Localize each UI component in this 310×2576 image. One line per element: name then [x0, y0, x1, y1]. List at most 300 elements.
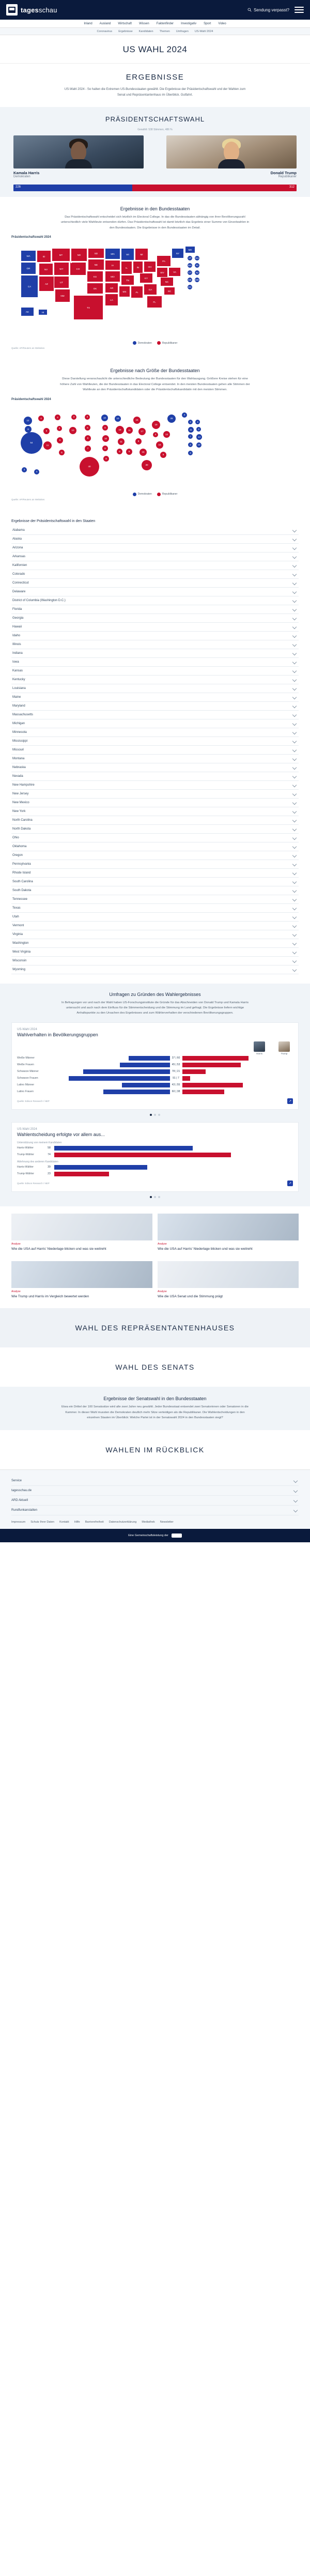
- state-accordion-label: New York: [12, 809, 26, 813]
- poll-bar-harris: [120, 1063, 170, 1067]
- state-accordion-label: Colorado: [12, 572, 25, 576]
- state-accordion-item[interactable]: [11, 649, 299, 658]
- poll2-row-label: Harris-Wähler: [17, 1166, 34, 1169]
- poll-bar-trump: [182, 1063, 241, 1067]
- state-accordion-item[interactable]: [11, 526, 299, 535]
- chevron-down-icon: [293, 1498, 298, 1502]
- state-accordion-label: Virginia: [12, 932, 23, 936]
- footer: [0, 1469, 310, 1529]
- state-accordion-item[interactable]: [11, 561, 299, 570]
- legend-label-dem: Demokraten: [137, 341, 152, 345]
- state-accordion-label: Vermont: [12, 924, 24, 927]
- footer-bottom: [0, 1529, 310, 1542]
- state-accordion-label: West Virginia: [12, 950, 31, 954]
- state-accordion-label: Illinois: [12, 642, 21, 646]
- carousel-dot-1[interactable]: [150, 1114, 152, 1116]
- footer-link[interactable]: Mediathek: [142, 1520, 155, 1524]
- state-accordion-item[interactable]: [11, 772, 299, 781]
- size-block-text: Diese Darstellung veranschaulicht die unterschiedliche Bedeutung der Bundesstaaten für den Wahlausgang. Größere Kreise stehen für eine höhere Zahl von Wahlleuten, die der Bundesstaaten in das Electoral College entsendet. In den meisten Bundesstaaten gehen alle Stimmen der Wahlleute an den Präsidentschaftskandidaten oder die Präsidentschaftskandidatin mit den meisten Stimmen.: [60, 377, 250, 392]
- state-accordion-item[interactable]: [11, 553, 299, 561]
- state-accordion-item[interactable]: [11, 869, 299, 878]
- poll2-bar: [54, 1165, 147, 1170]
- poll-row-label: Latino Frauen: [17, 1090, 34, 1094]
- state-accordion-item[interactable]: [11, 860, 299, 869]
- candidate-trump-name: Donald Trump: [270, 171, 297, 175]
- state-accordion-item[interactable]: [11, 746, 299, 755]
- chevron-down-icon: [292, 800, 297, 804]
- poll-row-label: Schwarze Frauen: [17, 1077, 38, 1080]
- poll-card1-trump: [278, 1041, 290, 1055]
- state-accordion-item[interactable]: [11, 728, 299, 737]
- chevron-down-icon: [292, 624, 297, 628]
- state-accordion-item[interactable]: [11, 807, 299, 816]
- state-accordion-item[interactable]: [11, 588, 299, 596]
- poll-card2-group1-label: Unterstützung von meinem Kandidaten: [17, 1141, 62, 1144]
- state-accordion-label: Alabama: [12, 528, 25, 532]
- carousel2-dot-3[interactable]: [158, 1196, 160, 1198]
- state-accordion-item[interactable]: [11, 623, 299, 632]
- chevron-down-icon: [292, 818, 297, 822]
- chevron-down-icon: [292, 536, 297, 541]
- chevron-down-icon: [292, 607, 297, 611]
- poll-card1-harris-name: Harris: [256, 1052, 262, 1055]
- nav-item-wissen[interactable]: Wissen: [139, 22, 149, 25]
- footer-row-rundfunk[interactable]: [11, 1506, 299, 1515]
- poll-bar-trump: [182, 1090, 225, 1094]
- chevron-down-icon: [292, 668, 297, 672]
- state-accordion-label: Nebraska: [12, 765, 26, 769]
- bubble-map-caption: Präsidentschaftswahl 2024: [11, 397, 51, 401]
- state-accordion-label: Iowa: [12, 660, 19, 664]
- bubble-map-source: Quelle: AP/Reuters an Websites: [11, 498, 45, 501]
- state-accordion-label: Massachusetts: [12, 713, 34, 716]
- carousel-dots-2[interactable]: [11, 1196, 299, 1198]
- chevron-down-icon: [292, 783, 297, 787]
- chevron-down-icon: [292, 545, 297, 549]
- state-accordion-label: Connecticut: [12, 581, 29, 585]
- poll-row-values: 60 | 38: [172, 1090, 180, 1094]
- candidate-trump-party: Republikaner: [278, 175, 297, 178]
- state-accordion-item[interactable]: [11, 693, 299, 702]
- poll2-bar: [54, 1146, 193, 1151]
- chevron-down-icon: [292, 633, 297, 637]
- top-bar: [0, 0, 310, 20]
- chevron-down-icon: [292, 853, 297, 857]
- carousel-dots[interactable]: [11, 1114, 299, 1116]
- carousel-dot-2[interactable]: [154, 1114, 156, 1116]
- state-accordion-label: Ohio: [12, 836, 19, 839]
- state-accordion-label: Montana: [12, 757, 25, 760]
- chevron-down-icon: [292, 686, 297, 690]
- footer-link[interactable]: Datenschutzerklärung: [109, 1520, 137, 1524]
- carousel2-dot-1[interactable]: [150, 1196, 152, 1198]
- chevron-down-icon: [292, 844, 297, 848]
- state-accordion-item[interactable]: [11, 632, 299, 640]
- senate-states-text: Etwa ein Drittel der 100 Senatssitze wird alle zwei Jahre neu gewählt. Jeder Bundesstaat entsendet zwei Senatorinnen oder Senatoren in die Kammer. In dieser Wahl mussten die Demokraten deutlich mehr Sitze verteidigen als die Republikaner. Die Wahlentscheidungen in den einzelnen Staaten im Überblick: Welche Partei ist in der Senatswahl 2024 in den Bundesstaaten siegt?: [61, 1405, 249, 1420]
- chevron-down-icon: [292, 958, 297, 962]
- poll-card2-title: Wahlentscheidung erfolgte vor allem aus...: [17, 1131, 105, 1137]
- state-accordion-item[interactable]: [11, 737, 299, 746]
- chevron-down-icon: [292, 642, 297, 646]
- electoral-block: [0, 197, 310, 359]
- footer-link[interactable]: Schutz Ihrer Daten: [30, 1520, 55, 1524]
- us-electoral-map[interactable]: WA OR CA ID NV AZ MT WY UT NM CO ND SD NE KS OK TX MN IA MO AR LA WI IL IN TN MS AL MI OH KY GA FL PA WV VA NC SC NY ME VT NH MA RI CT NJ DE MD DC AK HI: [11, 241, 299, 339]
- state-accordion-item[interactable]: [11, 930, 299, 939]
- poll-row-values: 91 | 7: [173, 1077, 179, 1080]
- state-accordion-item[interactable]: [11, 922, 299, 930]
- chevron-down-icon: [292, 949, 297, 954]
- results-heading: ERGEBNISSE: [126, 73, 184, 82]
- tagesschau-mark-icon: [6, 4, 18, 16]
- brand-logo[interactable]: [6, 4, 57, 16]
- candidate-trump[interactable]: [166, 135, 297, 178]
- poll-card2-group2-label: Ablehnung des anderen Kandidaten: [17, 1160, 58, 1163]
- chevron-down-icon: [292, 580, 297, 585]
- carousel-dot-3[interactable]: [158, 1114, 160, 1116]
- presidency-heading: PRÄSIDENTSCHAFTSWAHL: [105, 115, 205, 123]
- state-accordion-item[interactable]: [11, 702, 299, 711]
- state-accordion-item[interactable]: [11, 763, 299, 772]
- search-icon: [247, 8, 252, 12]
- state-accordion-label: New Mexico: [12, 801, 29, 804]
- us-bubble-map[interactable]: 54 12 8 4 6 11 4 3 6 5 10 3 3 5 6 7 40 10 6 10 6 8 10 19 11 11 6 9 15 17 8 16 30 19 4 13 16 9 28 4 3 4 11 4 7 14 3 10 3 3 4: [11, 405, 299, 490]
- state-accordion-item[interactable]: [11, 667, 299, 676]
- teaser-4-title: Wie die USA Senat und die Stimmung prägt: [158, 1294, 223, 1298]
- share-icon-2[interactable]: ↗: [287, 1180, 293, 1186]
- state-accordion-label: Florida: [12, 607, 22, 611]
- poll-card-motivation: [11, 1122, 299, 1192]
- state-accordion-label: South Carolina: [12, 880, 33, 883]
- poll-card1-source: Quelle: Edison Research / NEP: [17, 1099, 50, 1102]
- state-accordion-item[interactable]: [11, 614, 299, 623]
- state-accordion-item[interactable]: [11, 886, 299, 895]
- candidate-harris-name: Kamala Harris: [13, 171, 40, 175]
- sub-nav: [0, 28, 310, 35]
- nav-item-wirtschaft[interactable]: Wirtschaft: [118, 22, 132, 25]
- nav-item-sport[interactable]: Sport: [204, 22, 211, 25]
- teaser-3-image: [11, 1261, 152, 1288]
- teaser-2-image: [158, 1214, 299, 1240]
- polls-text: In Befragungen vor und nach der Wahl haben US-Forschungsinstitute die Gründe für das Abschneiden von Donald Trump und Kamala Harris untersucht und auch nach dem Einfluss für die Stimmentscheidung und die Stimmung im Land gefragt. Die Ergebnisse liefern wichtige Anhaltspunkte zu den Ursachen des Ergebnisses und zum Wählerverhalten der verschiedenen Bevölkerungsgruppen.: [61, 1001, 249, 1015]
- size-block-title: Ergebnisse nach Größe der Bundesstaaten: [110, 368, 200, 374]
- footer-link[interactable]: Hilfe: [74, 1520, 80, 1524]
- state-accordion-item[interactable]: [11, 535, 299, 544]
- state-accordion-item[interactable]: [11, 719, 299, 728]
- poll-bar-harris: [69, 1076, 169, 1081]
- chevron-down-icon: [292, 870, 297, 875]
- polls-heading: Umfragen zu Gründen des Wahlergebnisses: [109, 991, 201, 997]
- map-source: Quelle: AP/Reuters an Websites: [11, 347, 45, 350]
- chevron-down-icon: [292, 765, 297, 769]
- bubble-map-legend: [11, 493, 299, 496]
- chevron-down-icon: [292, 888, 297, 892]
- state-accordion-item[interactable]: [11, 579, 299, 588]
- state-accordion-item[interactable]: [11, 596, 299, 605]
- chevron-down-icon: [292, 677, 297, 681]
- footer-link[interactable]: Kontakt: [59, 1520, 69, 1524]
- state-accordion-label: Missouri: [12, 748, 24, 752]
- nav-item-ausland[interactable]: Ausland: [99, 22, 111, 25]
- chevron-down-icon: [292, 756, 297, 760]
- footer-row-ard[interactable]: [11, 1496, 299, 1506]
- subnav-item-umfragen[interactable]: Umfragen: [176, 29, 189, 33]
- share-icon[interactable]: ↗: [287, 1098, 293, 1104]
- poll-card1-kicker: US-Wahl 2024: [17, 1028, 37, 1031]
- chevron-down-icon: [292, 906, 297, 910]
- senate-states-title: Ergebnisse der Senatswahl in den Bundesstaaten: [103, 1396, 207, 1402]
- state-accordion-item[interactable]: [11, 965, 299, 974]
- teaser-4-kicker: Analyse: [158, 1290, 167, 1293]
- state-accordion-item[interactable]: [11, 711, 299, 719]
- subnav-item-coronavirus[interactable]: Coronavirus: [97, 29, 113, 33]
- state-accordion-label: Hawaii: [12, 625, 22, 628]
- state-accordion-label: Washington: [12, 941, 29, 945]
- poll-row-label: Schwarze Männer: [17, 1070, 39, 1074]
- state-accordion-item[interactable]: [11, 544, 299, 553]
- state-accordion-label: Arizona: [12, 546, 23, 549]
- footer-link[interactable]: Barrierefreiheit: [85, 1520, 104, 1524]
- chevron-down-icon: [292, 616, 297, 620]
- subnav-item-ergebnisse[interactable]: Ergebnisse: [118, 29, 133, 33]
- overview-band: WAHLEN IM RÜCKBLICK: [105, 1445, 205, 1454]
- nav-item-inland[interactable]: Inland: [84, 22, 92, 25]
- poll-card2-kicker: US-Wahl 2024: [17, 1127, 37, 1131]
- chevron-down-icon: [292, 660, 297, 664]
- brand-text: tagesschau: [21, 6, 57, 14]
- size-block: [0, 359, 310, 510]
- state-accordion-item[interactable]: [11, 904, 299, 913]
- subnav-item-kandidaten[interactable]: Kandidaten: [138, 29, 153, 33]
- state-accordion-label: Kentucky: [12, 678, 25, 681]
- state-accordion-label: Idaho: [12, 634, 21, 637]
- state-accordion-label: Kansas: [12, 669, 23, 672]
- state-accordion-item[interactable]: [11, 939, 299, 948]
- chevron-down-icon: [292, 730, 297, 734]
- trump-electoral-votes: 312: [289, 186, 295, 189]
- senate-states-block: [0, 1387, 310, 1430]
- chevron-down-icon: [292, 897, 297, 901]
- teaser-3[interactable]: [11, 1261, 152, 1299]
- poll2-row-label: Trump-Wähler: [17, 1172, 34, 1176]
- presidency-section: [0, 107, 310, 197]
- poll-bar-trump: [182, 1056, 249, 1061]
- state-accordion-item[interactable]: [11, 842, 299, 851]
- teaser-2-kicker: Analyse: [158, 1242, 167, 1246]
- state-accordion-item[interactable]: [11, 640, 299, 649]
- state-accordion-item[interactable]: [11, 957, 299, 965]
- chevron-down-icon: [292, 712, 297, 716]
- main-nav: [0, 20, 310, 28]
- chevron-down-icon: [292, 879, 297, 883]
- poll-row-label: Weiße Frauen: [17, 1063, 34, 1067]
- state-accordion-item[interactable]: [11, 834, 299, 842]
- state-accordion-label: Kalifornien: [12, 563, 27, 567]
- state-accordion-item[interactable]: [11, 816, 299, 825]
- harris-electoral-votes: 226: [16, 186, 21, 189]
- teaser-3-kicker: Analyse: [11, 1290, 21, 1293]
- states-accordion-title: Ergebnisse der Präsidentschaftswahl in den Staaten: [11, 519, 96, 523]
- state-accordion-label: Maryland: [12, 704, 25, 708]
- poll-card1-title: Wahlverhalten in Bevölkerungsgruppen: [17, 1032, 98, 1037]
- chevron-down-icon: [292, 651, 297, 655]
- chevron-down-icon: [293, 1478, 298, 1482]
- teaser-1-image: [11, 1214, 152, 1240]
- teaser-2-title: Wie die USA auf Harris' Niederlage blicken und was sie weitreht: [158, 1247, 253, 1251]
- state-accordion-item[interactable]: [11, 658, 299, 667]
- chevron-down-icon: [292, 695, 297, 699]
- poll-card-groups: [11, 1022, 299, 1110]
- footer-row-label-3: Rundfunkanstalten: [11, 1508, 38, 1512]
- state-accordion-item[interactable]: [11, 684, 299, 693]
- teaser-1-title: Wie die USA auf Harris' Niederlage blicken und was sie weitreht: [11, 1247, 106, 1251]
- state-accordion-item[interactable]: [11, 825, 299, 834]
- poll-bar-harris: [103, 1090, 170, 1094]
- chevron-down-icon: [292, 862, 297, 866]
- state-accordion-item[interactable]: [11, 878, 299, 886]
- results-section: [0, 64, 310, 107]
- subnav-item-themen[interactable]: Themen: [159, 29, 170, 33]
- poll2-row-label: Harris-Wähler: [17, 1146, 34, 1150]
- page-title: US WAHL 2024: [0, 35, 310, 64]
- state-accordion-item[interactable]: [11, 605, 299, 614]
- map-legend: [11, 341, 299, 345]
- footer-link[interactable]: Impressum: [11, 1520, 26, 1524]
- search-link[interactable]: [247, 8, 289, 12]
- chevron-down-icon: [292, 835, 297, 839]
- chevron-down-icon: [292, 747, 297, 752]
- poll-bar-harris: [83, 1069, 169, 1074]
- nav-item-investigativ[interactable]: Investigativ: [181, 22, 197, 25]
- chevron-down-icon: [292, 721, 297, 725]
- state-accordion-label: Rhode Island: [12, 871, 31, 875]
- footer-bottom-text: Eine Gemeinschaftsleistung der: [128, 1534, 168, 1537]
- menu-button[interactable]: [295, 7, 304, 13]
- chevron-down-icon: [292, 572, 297, 576]
- state-accordion-label: New Hampshire: [12, 783, 35, 787]
- presidency-status: Gewählt: 538 Stimmen, 486 %: [137, 128, 173, 131]
- poll-row-values: 37 | 60: [172, 1056, 180, 1060]
- footer-row-label-2: ARD Aktuell: [11, 1498, 28, 1502]
- teaser-1[interactable]: [11, 1214, 152, 1252]
- state-accordion-label: Louisiana: [12, 686, 26, 690]
- state-accordion-label: Pennsylvania: [12, 862, 31, 866]
- teaser-1-kicker: Analyse: [11, 1242, 21, 1246]
- footer-row-label-0: Service: [11, 1479, 22, 1482]
- states-accordion: [0, 510, 310, 984]
- state-accordion-item[interactable]: [11, 913, 299, 922]
- chevron-down-icon: [292, 809, 297, 813]
- nav-item-video[interactable]: Video: [218, 22, 226, 25]
- poll-row-label: Weiße Männer: [17, 1056, 35, 1060]
- poll-bar-trump: [182, 1076, 190, 1081]
- state-accordion-item[interactable]: [11, 781, 299, 790]
- state-accordion-label: Indiana: [12, 651, 23, 655]
- state-accordion-item[interactable]: [11, 895, 299, 904]
- state-accordion-label: Wisconsin: [12, 959, 27, 962]
- polls-section: [0, 984, 310, 1206]
- candidate-harris-photo: [13, 135, 144, 168]
- nav-item-faktenfinder[interactable]: Faktenfinder: [156, 22, 174, 25]
- chevron-down-icon: [292, 923, 297, 927]
- state-accordion-label: Arkansas: [12, 555, 26, 558]
- chevron-down-icon: [292, 598, 297, 602]
- poll-card1-trump-name: Trump: [281, 1052, 288, 1055]
- teaser-row-2: [0, 1261, 310, 1309]
- state-accordion-label: Minnesota: [12, 730, 27, 734]
- footer-link[interactable]: Newsletter: [160, 1520, 174, 1524]
- legend-label-rep: Republikaner: [162, 341, 178, 345]
- ard-logo: ARD: [172, 1534, 182, 1538]
- candidate-harris[interactable]: [13, 135, 144, 178]
- chevron-down-icon: [292, 554, 297, 558]
- carousel2-dot-2[interactable]: [154, 1196, 156, 1198]
- candidate-harris-party: Demokraten: [13, 175, 30, 178]
- state-accordion-item[interactable]: [11, 948, 299, 957]
- footer-row-tagesschau[interactable]: [11, 1486, 299, 1496]
- state-accordion-item[interactable]: [11, 755, 299, 763]
- results-text: US-Wahl 2024 - So halten die Extremen US-Bundesstaaten gewählt. Die Ergebnisse der Präsidentschaftswahl und der Wahlen zum Senat und Repräsentantenhaus im Überblick. Gutfahrt.: [64, 88, 246, 97]
- poll2-row-value: 58: [48, 1146, 51, 1150]
- state-accordion-label: Texas: [12, 906, 21, 910]
- footer-row-service[interactable]: [11, 1476, 299, 1486]
- state-accordion-label: District of Columbia (Washington D.C.): [12, 599, 66, 602]
- teaser-3-title: Wie Trump und Harris im Vergleich bewertet werden: [11, 1294, 89, 1298]
- search-label: Sendung verpasst?: [254, 7, 289, 12]
- senate-band: WAHL DES SENATS: [115, 1363, 195, 1372]
- state-accordion-label: Utah: [12, 915, 19, 918]
- teaser-4[interactable]: [158, 1261, 299, 1299]
- poll-card1-harris: [254, 1041, 265, 1055]
- electoral-bar: [13, 185, 297, 189]
- poll2-row-value: 39: [48, 1166, 51, 1169]
- subnav-item-uswahl[interactable]: US-Wahl 2024: [194, 29, 213, 33]
- poll2-row-value: 74: [48, 1153, 51, 1157]
- chevron-down-icon: [292, 941, 297, 945]
- poll-bar-harris: [122, 1083, 169, 1087]
- state-accordion-item[interactable]: [11, 790, 299, 799]
- chevron-down-icon: [292, 563, 297, 567]
- electoral-block-text: Das Präsidentschaftswahl entscheidet sich letztlich im Electoral College. In das die Bundesstaaten abhängig von ihrer Bevölkerungszahl unterschiedlich viele Wahlleute entsenden dürfen. Das Präsidentschaftswahl ist damit letztlich das Ergebnis einer Summe von Einzelwahlen in den Bundesstaaten. Die Ergebnisse in den Bundesstaaten im Detail.: [60, 216, 250, 229]
- candidate-trump-photo: [166, 135, 297, 168]
- chevron-down-icon: [292, 932, 297, 936]
- state-accordion-item[interactable]: [11, 676, 299, 684]
- poll-row-values: 45 | 53: [172, 1063, 180, 1067]
- state-accordion-item[interactable]: [11, 851, 299, 860]
- chevron-down-icon: [293, 1508, 298, 1512]
- chevron-down-icon: [292, 774, 297, 778]
- chevron-down-icon: [292, 914, 297, 918]
- bubble-legend-dem: Demokraten: [137, 493, 152, 496]
- state-accordion-label: Tennessee: [12, 897, 28, 901]
- teaser-row-1: [0, 1206, 310, 1261]
- state-accordion-item[interactable]: [11, 799, 299, 807]
- state-accordion-item[interactable]: [11, 570, 299, 579]
- state-accordion-label: Oklahoma: [12, 845, 27, 848]
- teaser-4-image: [158, 1261, 299, 1288]
- bubble-legend-rep: Republikaner: [162, 493, 178, 496]
- chevron-down-icon: [292, 967, 297, 971]
- state-accordion-label: Wyoming: [12, 968, 25, 971]
- footer-row-label-1: tagesschau.de: [11, 1489, 32, 1492]
- chevron-down-icon: [292, 826, 297, 831]
- chevron-down-icon: [293, 1488, 298, 1492]
- poll-row-values: 78 | 21: [172, 1070, 180, 1074]
- chevron-down-icon: [292, 703, 297, 708]
- teaser-2[interactable]: [158, 1214, 299, 1252]
- poll-row-label: Latino Männer: [17, 1083, 35, 1087]
- state-accordion-label: New Jersey: [12, 792, 29, 795]
- state-accordion-label: Delaware: [12, 590, 26, 593]
